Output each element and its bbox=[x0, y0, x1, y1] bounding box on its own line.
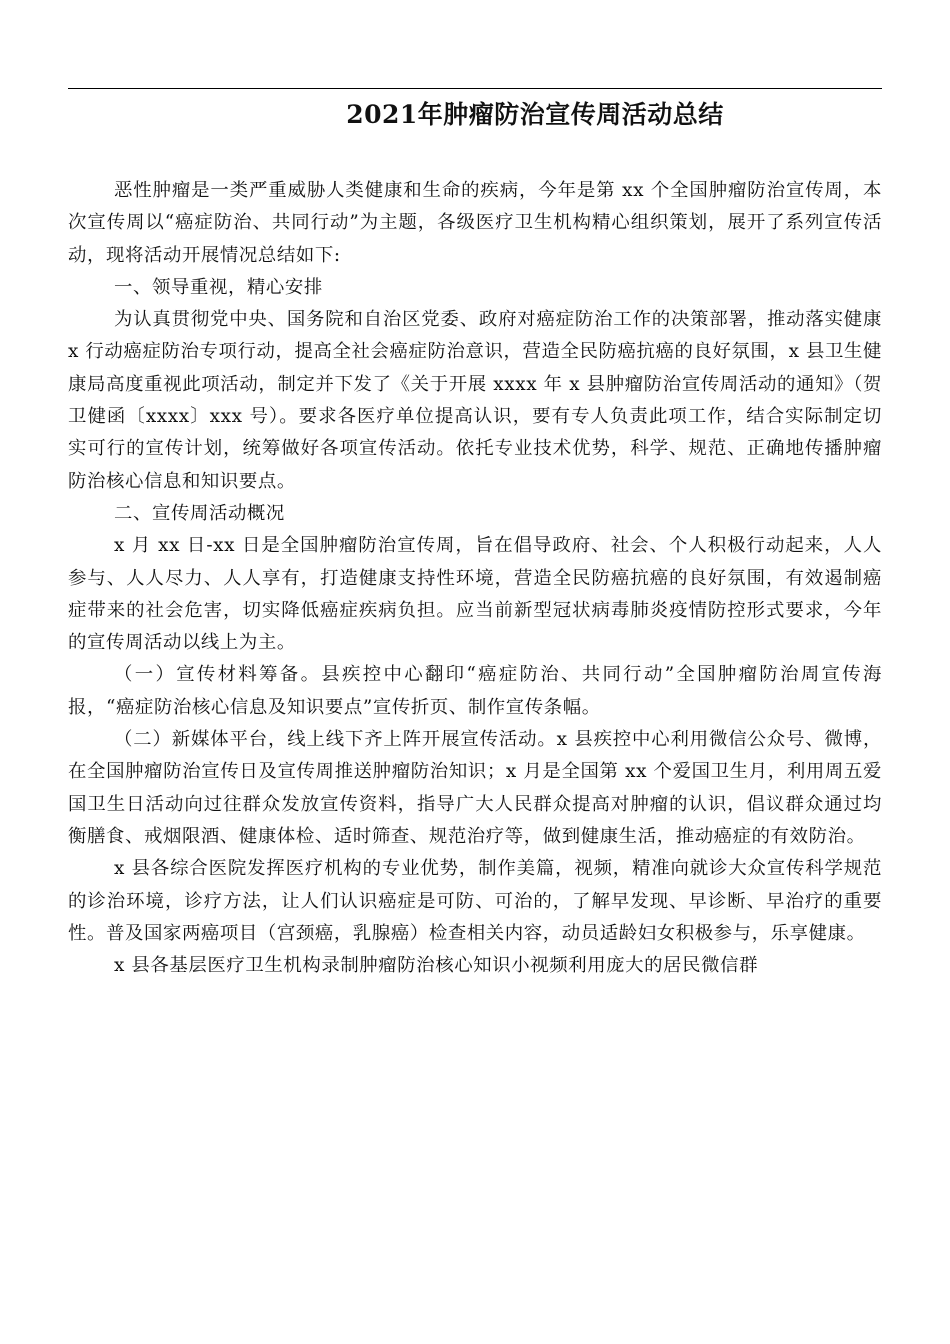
document-body bbox=[68, 175, 882, 982]
section-heading-2: 二、宣传周活动概况 bbox=[114, 502, 285, 524]
hospital-paragraph: x 县各综合医院发挥医疗机构的专业优势，制作美篇，视频，精准向就诊大众宣传科学规范的诊治环境，诊疗方法，让人们认识癌症是可防、可治的，了解早发现、早诊断、早治疗的重要性。普及国家两癌项目（宫颈癌，乳腺癌）检查相关内容，动员适龄妇女积极参与，乐享健康。 bbox=[68, 858, 882, 944]
subsection-2-paragraph: （二）新媒体平台，线上线下齐上阵开展宣传活动。x 县疾控中心利用微信公众号、微博，在全国肿瘤防治宣传日及宣传周推送肿瘤防治知识；x 月是全国第 xx 个爱国卫生月，利用周五爱国卫生日活动向过往群众发放宣传资料，指导广大人民群众提高对肿瘤的认识，倡议群众通过均衡膳食、戒烟限酒、健康体检、适时筛查、规范治疗等，做到健康生活，推动癌症的有效防治。 bbox=[68, 729, 882, 847]
document-title: 2021年肿瘤防治宣传周活动总结 bbox=[346, 100, 724, 129]
grassroots-paragraph: x 县各基层医疗卫生机构录制肿瘤防治核心知识小视频利用庞大的居民微信群 bbox=[114, 955, 759, 977]
intro-paragraph: 恶性肿瘤是一类严重威胁人类健康和生命的疾病，今年是第 xx 个全国肿瘤防治宣传周，本次宣传周以“癌症防治、共同行动”为主题，各级医疗卫生机构精心组织策划，展开了系列宣传活动，现将活动开展情况总结如下: bbox=[68, 180, 882, 266]
section-2-paragraph: x 月 xx 日-xx 日是全国肿瘤防治宣传周，旨在倡导政府、社会、个人积极行动起来，人人参与、人人尽力、人人享有，打造健康支持性环境，营造全民防癌抗癌的良好氛围，有效遏制癌症带来的社会危害，切实降低癌症疾病负担。应当前新型冠状病毒肺炎疫情防控形式要求，今年的宣传周活动以线上为主。 bbox=[68, 535, 882, 654]
section-heading-1: 一、领导重视，精心安排 bbox=[114, 276, 323, 298]
header-rule bbox=[68, 88, 882, 89]
subsection-1-paragraph: （一）宣传材料筹备。县疾控中心翻印“癌症防治、共同行动”全国肿瘤防治周宣传海报，“癌症防治核心信息及知识要点”宣传折页、制作宣传条幅。 bbox=[68, 664, 882, 718]
section-1-paragraph: 为认真贯彻党中央、国务院和自治区党委、政府对癌症防治工作的决策部署，推动落实健康 x 行动癌症防治专项行动，提高全社会癌症防治意识，营造全民防癌抗癌的良好氛围，x 县卫生健康局高度重视此项活动，制定并下发了《关于开展 xxxx 年 x 县肿瘤防治宣传周活动的通知》（贺卫健函〔xxxx〕xxx 号）。要求各医疗单位提高认识，要有专人负责此项工作，结合实际制定切实可行的宣传计划，统筹做好各项宣传活动。依托专业技术优势，科学、规范、正确地传播肿瘤防治核心信息和知识要点。 bbox=[68, 309, 882, 492]
